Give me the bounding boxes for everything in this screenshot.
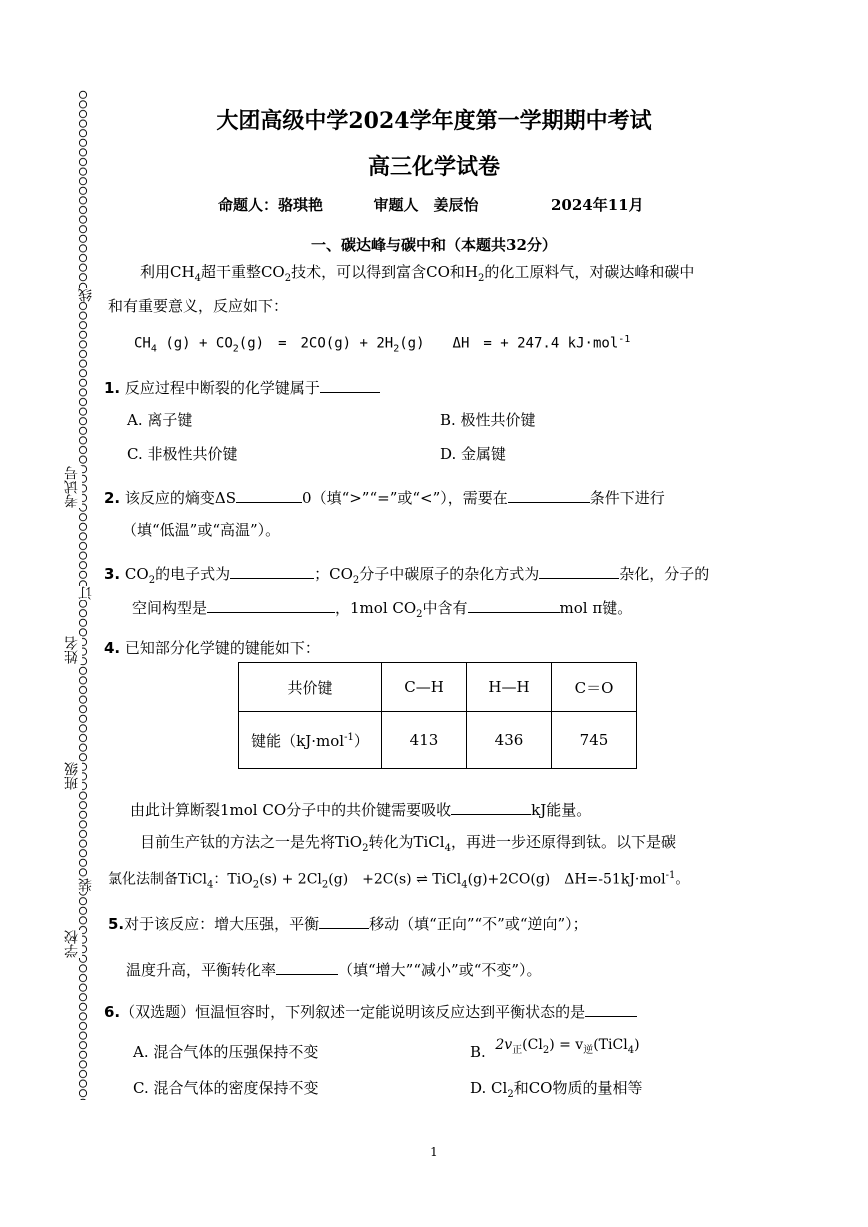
intro-line-1: 利用$CH_4$超干重整$CO_2$技术，可以得到富含CO和$H_2$的化工原料气，对碳达峰和碳中 [140,263,695,284]
q6-option-c[interactable]: C. 混合气体的密度保持不变 [133,1079,319,1097]
author-line [218,194,644,215]
author: 命题人：骆琪艳 [218,196,324,214]
answer-blank-4[interactable] [451,798,531,815]
exam-subtitle: 高三化学试卷 [367,154,500,180]
answer-blank-5b[interactable] [276,958,338,975]
table-header-cell: C＝O [552,663,637,712]
q6-option-b[interactable]: B. $2v_正(Cl_2)$ = $v_逆(TiCl_4)$ [470,1037,640,1061]
q1-option-d[interactable]: D. 金属键 [440,445,507,463]
answer-blank-2a[interactable] [236,486,302,503]
answer-blank-3d[interactable] [468,596,560,613]
question-6: 6.（双选题）恒温恒容时，下列叙述一定能说明该反应达到平衡状态的是 [104,1000,637,1022]
table-cell: 436 [467,712,552,769]
section-heading: 一、碳达峰与碳中和（本题共32分） [311,236,557,254]
table-row [239,712,637,769]
q1-option-c[interactable]: C. 非极性共价键 [127,445,238,463]
bond-energy-table [238,662,637,769]
question-5-line-2: 温度升高，平衡转化率 （填“增大”“减小”或“不变”）。 [126,958,542,980]
answer-blank-2b[interactable] [508,486,590,503]
table-header-cell: 共价键 [239,663,382,712]
margin-class-label: 班级 [64,762,80,790]
question-3-line-2: 空间构型是 ，1mol $CO_2$中含有 mol π键。 [132,596,632,625]
reviewer: 审题人 姜辰怡 [373,196,479,214]
titanium-intro-line-1: 目前生产钛的方法之一是先将TiO$_2$转化为TiCl$_4$，再进一步还原得到钛。以下是碳 [140,833,676,854]
answer-blank-3c[interactable] [207,596,335,613]
question-2: 2. 该反应的熵变ΔS 0（填“>”“=”或“<”），需要在 条件下进行 [104,486,665,508]
table-cell: 745 [552,712,637,769]
exam-title: 大团高级中学2024学年度第一学期期中考试 [216,108,652,134]
intro-line-2: 和有重要意义，反应如下： [108,297,289,315]
question-5: 5.对于该反应：增大压强，平衡 移动（填“正向”“不”或“逆向”）； [108,912,588,934]
titanium-intro-line-2: 氯化法制备TiCl$_4$：$TiO_2(s) + 2Cl_2(g)$ +2C(s) ⇌ TiCl$_4$(g)+2CO(g) ΔH=-51kJ·mol$^{-1}$。 [108,870,690,891]
q1-option-b[interactable]: B. 极性共价键 [440,411,536,429]
question-3: 3. $CO_2$的电子式为 ；$CO_2$分子中碳原子的杂化方式为 杂化，分子的 [104,562,709,591]
answer-blank-5a[interactable] [319,912,369,929]
table-header-cell: H—H [467,663,552,712]
question-1: 1. 反应过程中断裂的化学键属于 [104,376,380,398]
answer-blank-6[interactable] [585,1000,637,1017]
answer-blank-1[interactable] [320,376,380,393]
margin-zhuang-label: 装 [78,878,94,892]
margin-line-label: 线 [78,288,94,302]
q6-option-d[interactable]: D. $Cl_2$和CO物质的量相等 [470,1079,643,1100]
table-cell: 413 [382,712,467,769]
question-2-line-2: （填“低温”或“高温”）。 [122,521,281,539]
answer-blank-3b[interactable] [539,562,619,579]
table-row-label: 键能（kJ·mol$^{-1}$） [239,712,382,769]
reaction-equation: $CH_4$ $(g) + CO_2(g)$ = $2CO(g) + 2H_2(g)$ ΔH = + 247.4 kJ·mol$^{-1}$ [134,334,631,355]
exam-date: 2024年11月 [550,196,644,214]
question-4: 4. 已知部分化学键的键能如下： [104,639,320,657]
margin-name-label: 姓名 [64,636,80,664]
margin-exam-number-label: 考试号 [64,466,80,508]
margin-ding-label: 订 [78,586,94,600]
table-header-cell: C—H [382,663,467,712]
q1-option-a[interactable]: A. 离子键 [127,411,193,429]
margin-school-label: 学校 [64,930,80,958]
answer-blank-3a[interactable] [230,562,314,579]
question-4-after: 由此计算断裂1mol CO分子中的共价键需要吸收 kJ能量。 [130,798,591,820]
page-number: 1 [430,1145,438,1159]
table-row [239,663,637,712]
q6-option-a[interactable]: A. 混合气体的压强保持不变 [133,1043,319,1061]
